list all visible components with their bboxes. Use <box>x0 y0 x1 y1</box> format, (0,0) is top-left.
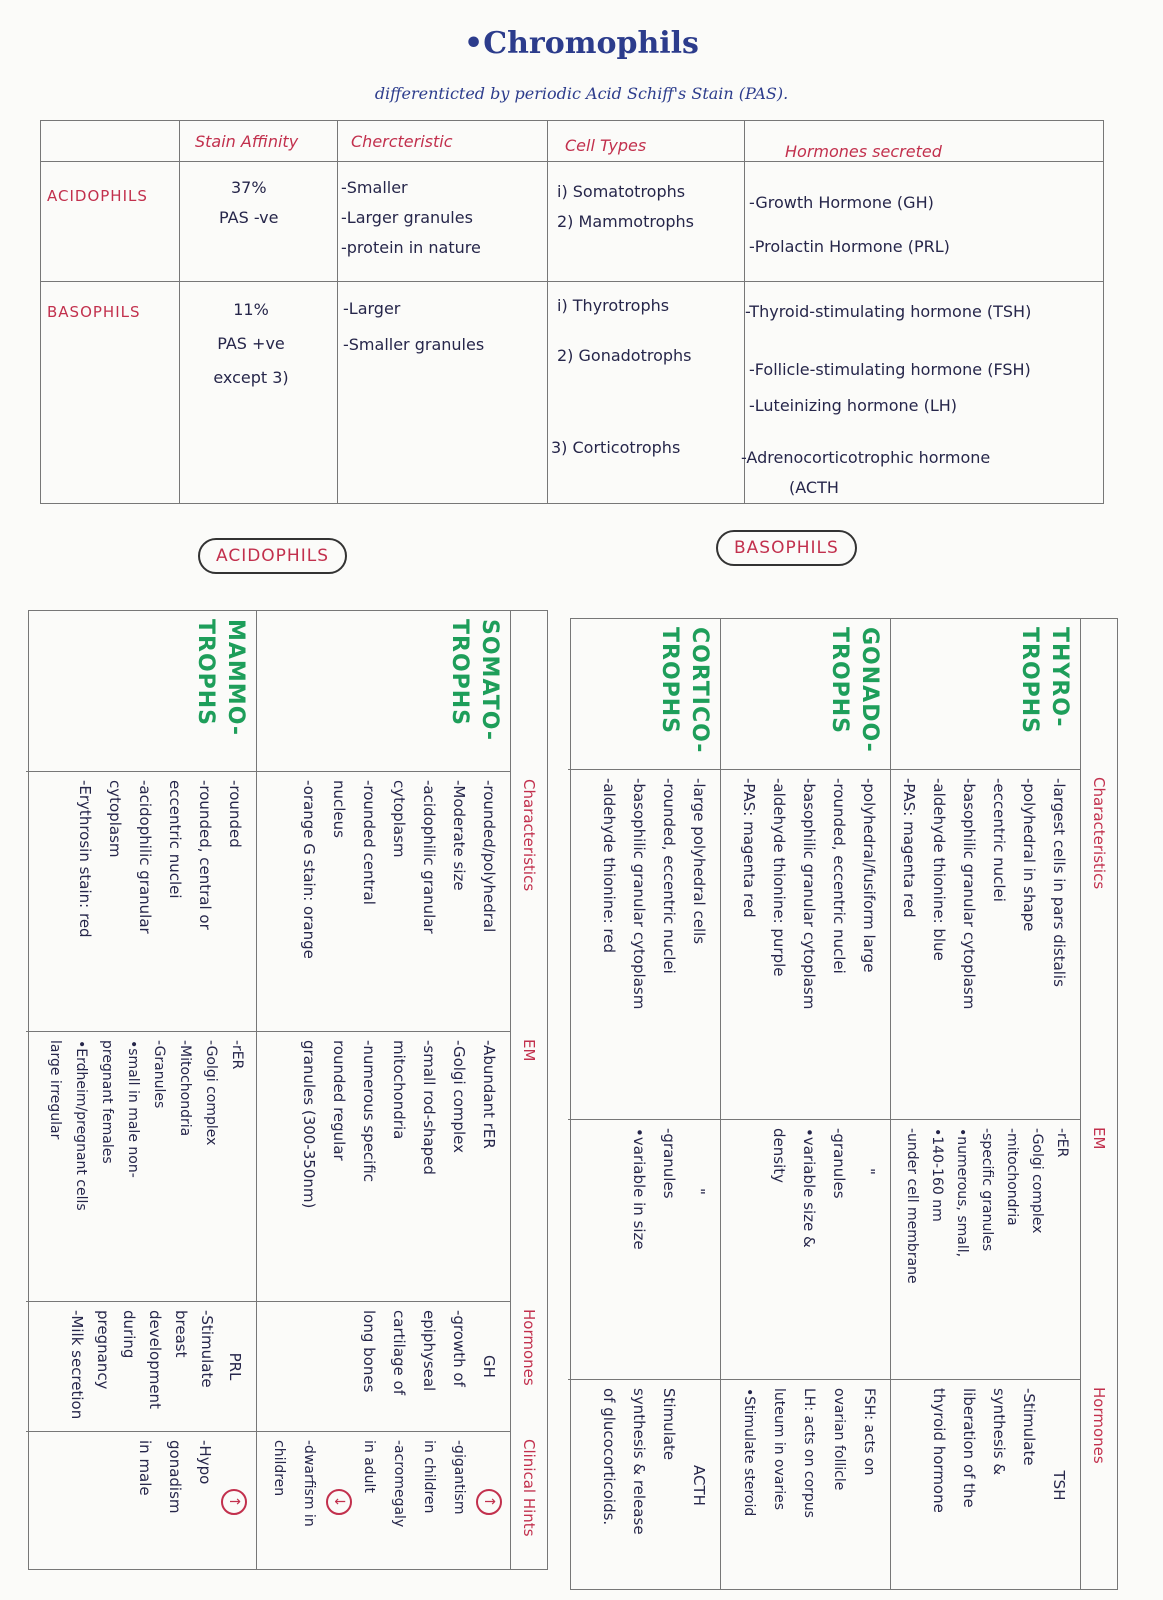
basophils-detail-table <box>570 618 1118 1590</box>
characteristic-basophils <box>343 291 484 363</box>
page-title: •Chromophils <box>464 26 699 61</box>
baso-row-gonadotrophs <box>720 619 891 1589</box>
cell-type-line: i) Somatotrophs <box>557 182 686 201</box>
hormones-cell <box>26 1301 256 1431</box>
characteristic-line: -PAS: magenta red <box>900 778 918 918</box>
header-stain-affinity: Stain Affinity <box>195 132 299 151</box>
cell-name-line: CORTICO- <box>687 627 712 754</box>
em-line: -mitochondria <box>1004 1128 1020 1226</box>
stain-line: 37% <box>230 178 267 197</box>
hint-line: gonadism <box>166 1440 184 1514</box>
baso-header-em: EM <box>1090 1127 1108 1150</box>
hint-line: in children <box>421 1440 437 1514</box>
hormone-line: GH <box>480 1355 498 1378</box>
cell-name-line: THYRO- <box>1047 627 1072 728</box>
stain-line: except 3) <box>213 368 289 387</box>
em-line: •140-160 nm <box>929 1128 945 1222</box>
baso-row-corticotrophs <box>568 619 721 1589</box>
em-line: mitochondria <box>390 1040 408 1140</box>
em-line: •variable size & <box>800 1128 818 1248</box>
em-line: " <box>690 1188 708 1195</box>
hormone-line: -growth of <box>450 1310 468 1387</box>
hormone-line: -Stimulate <box>1020 1388 1038 1466</box>
em-line: -numerous specific <box>360 1040 378 1183</box>
em-cell <box>568 1119 720 1379</box>
acid-header-clinical-hints: Clinical Hints <box>520 1439 538 1537</box>
baso-header-characteristics: Characteristics <box>1090 777 1108 890</box>
em-line: -small rod-shaped <box>420 1040 438 1175</box>
cell-name <box>26 611 256 771</box>
characteristic-line: -aldehyde thionine: red <box>600 778 618 953</box>
hormones-cell <box>890 1379 1080 1591</box>
hormone-line: liberation of the <box>960 1388 978 1508</box>
hormone-line: ovarian follicle <box>831 1388 847 1491</box>
characteristic-line: -rounded/polyhedral <box>480 780 498 933</box>
hint-line: in male <box>136 1440 154 1496</box>
characteristic-line: -acidophilic granular <box>420 780 438 934</box>
cell-name <box>890 619 1080 769</box>
acidophils-detail-table <box>28 610 548 1570</box>
em-line: large irregular <box>47 1040 63 1140</box>
summary-divider <box>179 121 180 503</box>
em-cell <box>720 1119 890 1379</box>
page-subtitle: differenticted by periodic Acid Schiff's Stain (PAS). <box>374 84 789 103</box>
characteristic-line: -rounded central <box>360 780 378 905</box>
em-line: granules (300-350nm) <box>300 1040 318 1209</box>
cell-name-line: SOMATO- <box>477 619 502 742</box>
characteristic-line: -rounded <box>226 780 244 848</box>
em-line: •variable in size <box>630 1128 648 1250</box>
hormone-line: -Growth Hormone (GH) <box>749 193 934 212</box>
hint-line: children <box>271 1440 287 1497</box>
characteristic-line: -Larger <box>343 299 401 318</box>
stain-line: 11% <box>233 300 269 319</box>
summary-divider <box>41 281 1103 282</box>
characteristic-line: -orange G stain: orange <box>300 780 318 959</box>
summary-divider <box>547 121 548 503</box>
em-line: -rER <box>1054 1128 1070 1158</box>
basophils-cloud-label: BASOPHILS <box>716 530 857 566</box>
hormone-line: cartilage of <box>390 1310 408 1395</box>
hint-line: -dwarfism in <box>301 1440 317 1527</box>
hormone-line: -Thyroid-stimulating hormone (TSH) <box>745 302 1032 321</box>
cell-type-line: 2) Mammotrophs <box>557 212 694 231</box>
increase-arrow-icon: ↑ <box>221 1489 247 1515</box>
characteristic-acidophils <box>341 173 481 263</box>
characteristic-line: -largest cells in pars distalis <box>1050 778 1068 987</box>
em-line: pregnant females <box>99 1040 115 1164</box>
summary-divider <box>41 161 1103 162</box>
em-line: -granules <box>660 1128 678 1199</box>
hormones-cell <box>568 1379 720 1591</box>
acid-header-characteristics: Characteristics <box>520 779 538 892</box>
clinical-hints-cell <box>26 1431 256 1571</box>
characteristics-cell <box>720 769 890 1119</box>
header-cell-types: Cell Types <box>565 136 647 155</box>
em-line: -Granules <box>151 1040 167 1109</box>
em-cell <box>890 1119 1080 1379</box>
em-line: " <box>860 1168 878 1175</box>
cell-name <box>720 619 890 769</box>
hormone-line: LH: acts on corpus <box>801 1388 817 1518</box>
baso-row-thyrotrophs <box>890 619 1081 1589</box>
stain-acidophils <box>219 173 278 233</box>
hormone-line: synthesis & <box>990 1388 1008 1476</box>
decrease-arrow-icon: ↓ <box>326 1489 352 1515</box>
clinical-hints-cell <box>256 1431 510 1571</box>
stain-basophils <box>191 293 311 395</box>
characteristic-line: -polyhedral in shape <box>1020 778 1038 932</box>
hormone-line: development <box>146 1310 164 1409</box>
characteristic-line: -acidophilic granular <box>136 780 154 934</box>
summary-table <box>40 120 1104 504</box>
em-line: -Golgi complex <box>203 1040 219 1146</box>
em-line: density <box>770 1128 788 1183</box>
em-line: -Golgi complex <box>450 1040 468 1153</box>
em-line: -rER <box>229 1040 245 1070</box>
cell-name-line: MAMMO- <box>223 619 248 736</box>
acid-header-hormones: Hormones <box>520 1309 538 1386</box>
increase-arrow-icon: ↑ <box>476 1489 502 1515</box>
cell-type-line: i) Thyrotrophs <box>557 296 670 315</box>
hormone-line: Stimulate <box>660 1388 678 1461</box>
summary-divider <box>337 121 338 503</box>
em-line: -under cell membrane <box>904 1128 920 1284</box>
hormone-line: FSH: acts on <box>861 1388 877 1476</box>
characteristic-line: -PAS: magenta red <box>740 778 758 918</box>
hormone-line: -Stimulate <box>198 1310 216 1388</box>
acid-header-row <box>511 611 547 1569</box>
characteristics-cell <box>256 771 510 1031</box>
characteristic-line: -Moderate size <box>450 780 468 891</box>
em-line: -Golgi complex <box>1029 1128 1045 1234</box>
hormones-cell <box>720 1379 890 1591</box>
hormone-line: TSH <box>1050 1470 1068 1501</box>
hormone-line: epiphyseal <box>420 1310 438 1392</box>
cell-types-acidophils <box>557 177 694 237</box>
cell-name-line: TROPHS <box>1017 627 1042 735</box>
em-line: •small in male non- <box>125 1040 141 1178</box>
characteristic-line: -aldehyde thionine: blue <box>930 778 948 961</box>
cell-name-line: TROPHS <box>827 627 852 735</box>
characteristic-line: -basophilic granular cytoplasm <box>960 778 978 1010</box>
cell-name <box>568 619 720 769</box>
em-line: •Erdheim/pregnant cells <box>73 1040 89 1211</box>
characteristics-cell <box>26 771 256 1031</box>
hormones-cell <box>256 1301 510 1431</box>
hormone-line: synthesis & release <box>630 1388 648 1535</box>
characteristic-line: -large polyhedral cells <box>690 778 708 945</box>
cell-name-line: GONADO- <box>857 627 882 753</box>
hormone-line: breast <box>172 1310 190 1358</box>
cell-name <box>256 611 510 771</box>
acid-row-mammotrophs <box>26 611 257 1569</box>
characteristic-line: -rounded, eccentric nuclei <box>660 778 678 974</box>
em-line: -Mitochondria <box>177 1040 193 1137</box>
hormone-line: pregnancy <box>94 1310 112 1390</box>
hormone-line: thyroid hormone <box>930 1388 948 1513</box>
stain-line: PAS +ve <box>217 334 285 353</box>
characteristic-line: -basophilic granular cytoplasm <box>630 778 648 1010</box>
hint-line: -Hypo <box>196 1440 214 1485</box>
header-characteristic: Chercteristic <box>351 132 453 151</box>
hormone-line: -Prolactin Hormone (PRL) <box>749 237 950 256</box>
em-line: -granules <box>830 1128 848 1199</box>
em-line: -Abundant rER <box>480 1040 498 1149</box>
characteristic-line: -Erythrosin stain: red <box>76 780 94 938</box>
hormone-line: -Follicle-stimulating hormone (FSH) <box>749 360 1031 379</box>
hormone-line: (ACTH <box>789 478 839 497</box>
characteristic-line: -eccentric nuclei <box>990 778 1008 902</box>
cell-type-line: 2) Gonadotrophs <box>557 346 692 365</box>
characteristic-line: -aldehyde thionine: purple <box>770 778 788 977</box>
characteristic-line: -Larger granules <box>341 208 473 227</box>
cell-type-line: 3) Corticotrophs <box>551 438 681 457</box>
em-cell <box>256 1031 510 1301</box>
cell-name-line: TROPHS <box>447 619 472 727</box>
hormone-line: •Stimulate steroid <box>741 1388 757 1517</box>
em-cell <box>26 1031 256 1301</box>
hormone-line: PRL <box>226 1352 244 1381</box>
characteristic-line: -rounded, eccentric nuclei <box>830 778 848 974</box>
hormone-line: luteum in ovaries <box>771 1388 787 1511</box>
characteristics-cell <box>568 769 720 1119</box>
characteristic-line: -Smaller <box>341 178 408 197</box>
acid-row-somatotrophs <box>256 611 511 1569</box>
acid-header-em: EM <box>520 1039 538 1062</box>
cell-name-line: TROPHS <box>193 619 218 727</box>
characteristic-line: -protein in nature <box>341 238 481 257</box>
baso-header-row <box>1081 619 1117 1589</box>
characteristic-line: cytoplasm <box>390 780 408 858</box>
hint-line: -acromegaly <box>391 1440 407 1528</box>
em-line: rounded regular <box>330 1040 348 1161</box>
cell-name-line: TROPHS <box>657 627 682 735</box>
stain-line: PAS -ve <box>219 208 279 227</box>
hormone-line: during <box>120 1310 138 1359</box>
hormone-line: ACTH <box>690 1465 708 1506</box>
characteristics-cell <box>890 769 1080 1119</box>
row-label-basophils: BASOPHILS <box>47 303 141 321</box>
hormone-line: long bones <box>360 1310 378 1393</box>
characteristic-line: -basophilic granular cytoplasm <box>800 778 818 1010</box>
em-line: •numerous, small, <box>954 1128 970 1258</box>
characteristic-line: -rounded, central or <box>196 780 214 930</box>
hormones-acidophils <box>749 181 950 269</box>
hormone-line: -Luteinizing hormone (LH) <box>749 396 958 415</box>
characteristic-line: nucleus <box>330 780 348 838</box>
header-hormones: Hormones secreted <box>785 142 942 161</box>
em-line: -specific granules <box>979 1128 995 1252</box>
characteristic-line: -polyhedral/fusiform large <box>860 778 878 973</box>
row-label-acidophils: ACIDOPHILS <box>47 187 148 205</box>
hormone-line: of glucocorticoids. <box>600 1388 618 1526</box>
hint-line: -gigantism <box>451 1440 467 1515</box>
characteristic-line: -Smaller granules <box>343 335 485 354</box>
hint-line: in adult <box>361 1440 377 1493</box>
hormone-line: -Adrenocorticotrophic hormone <box>741 448 991 467</box>
hormone-line: -Milk secretion <box>68 1310 86 1420</box>
characteristic-line: cytoplasm <box>106 780 124 858</box>
characteristic-line: eccentric nuclei <box>166 780 184 899</box>
baso-header-hormones: Hormones <box>1090 1387 1108 1464</box>
acidophils-cloud-label: ACIDOPHILS <box>198 538 347 574</box>
